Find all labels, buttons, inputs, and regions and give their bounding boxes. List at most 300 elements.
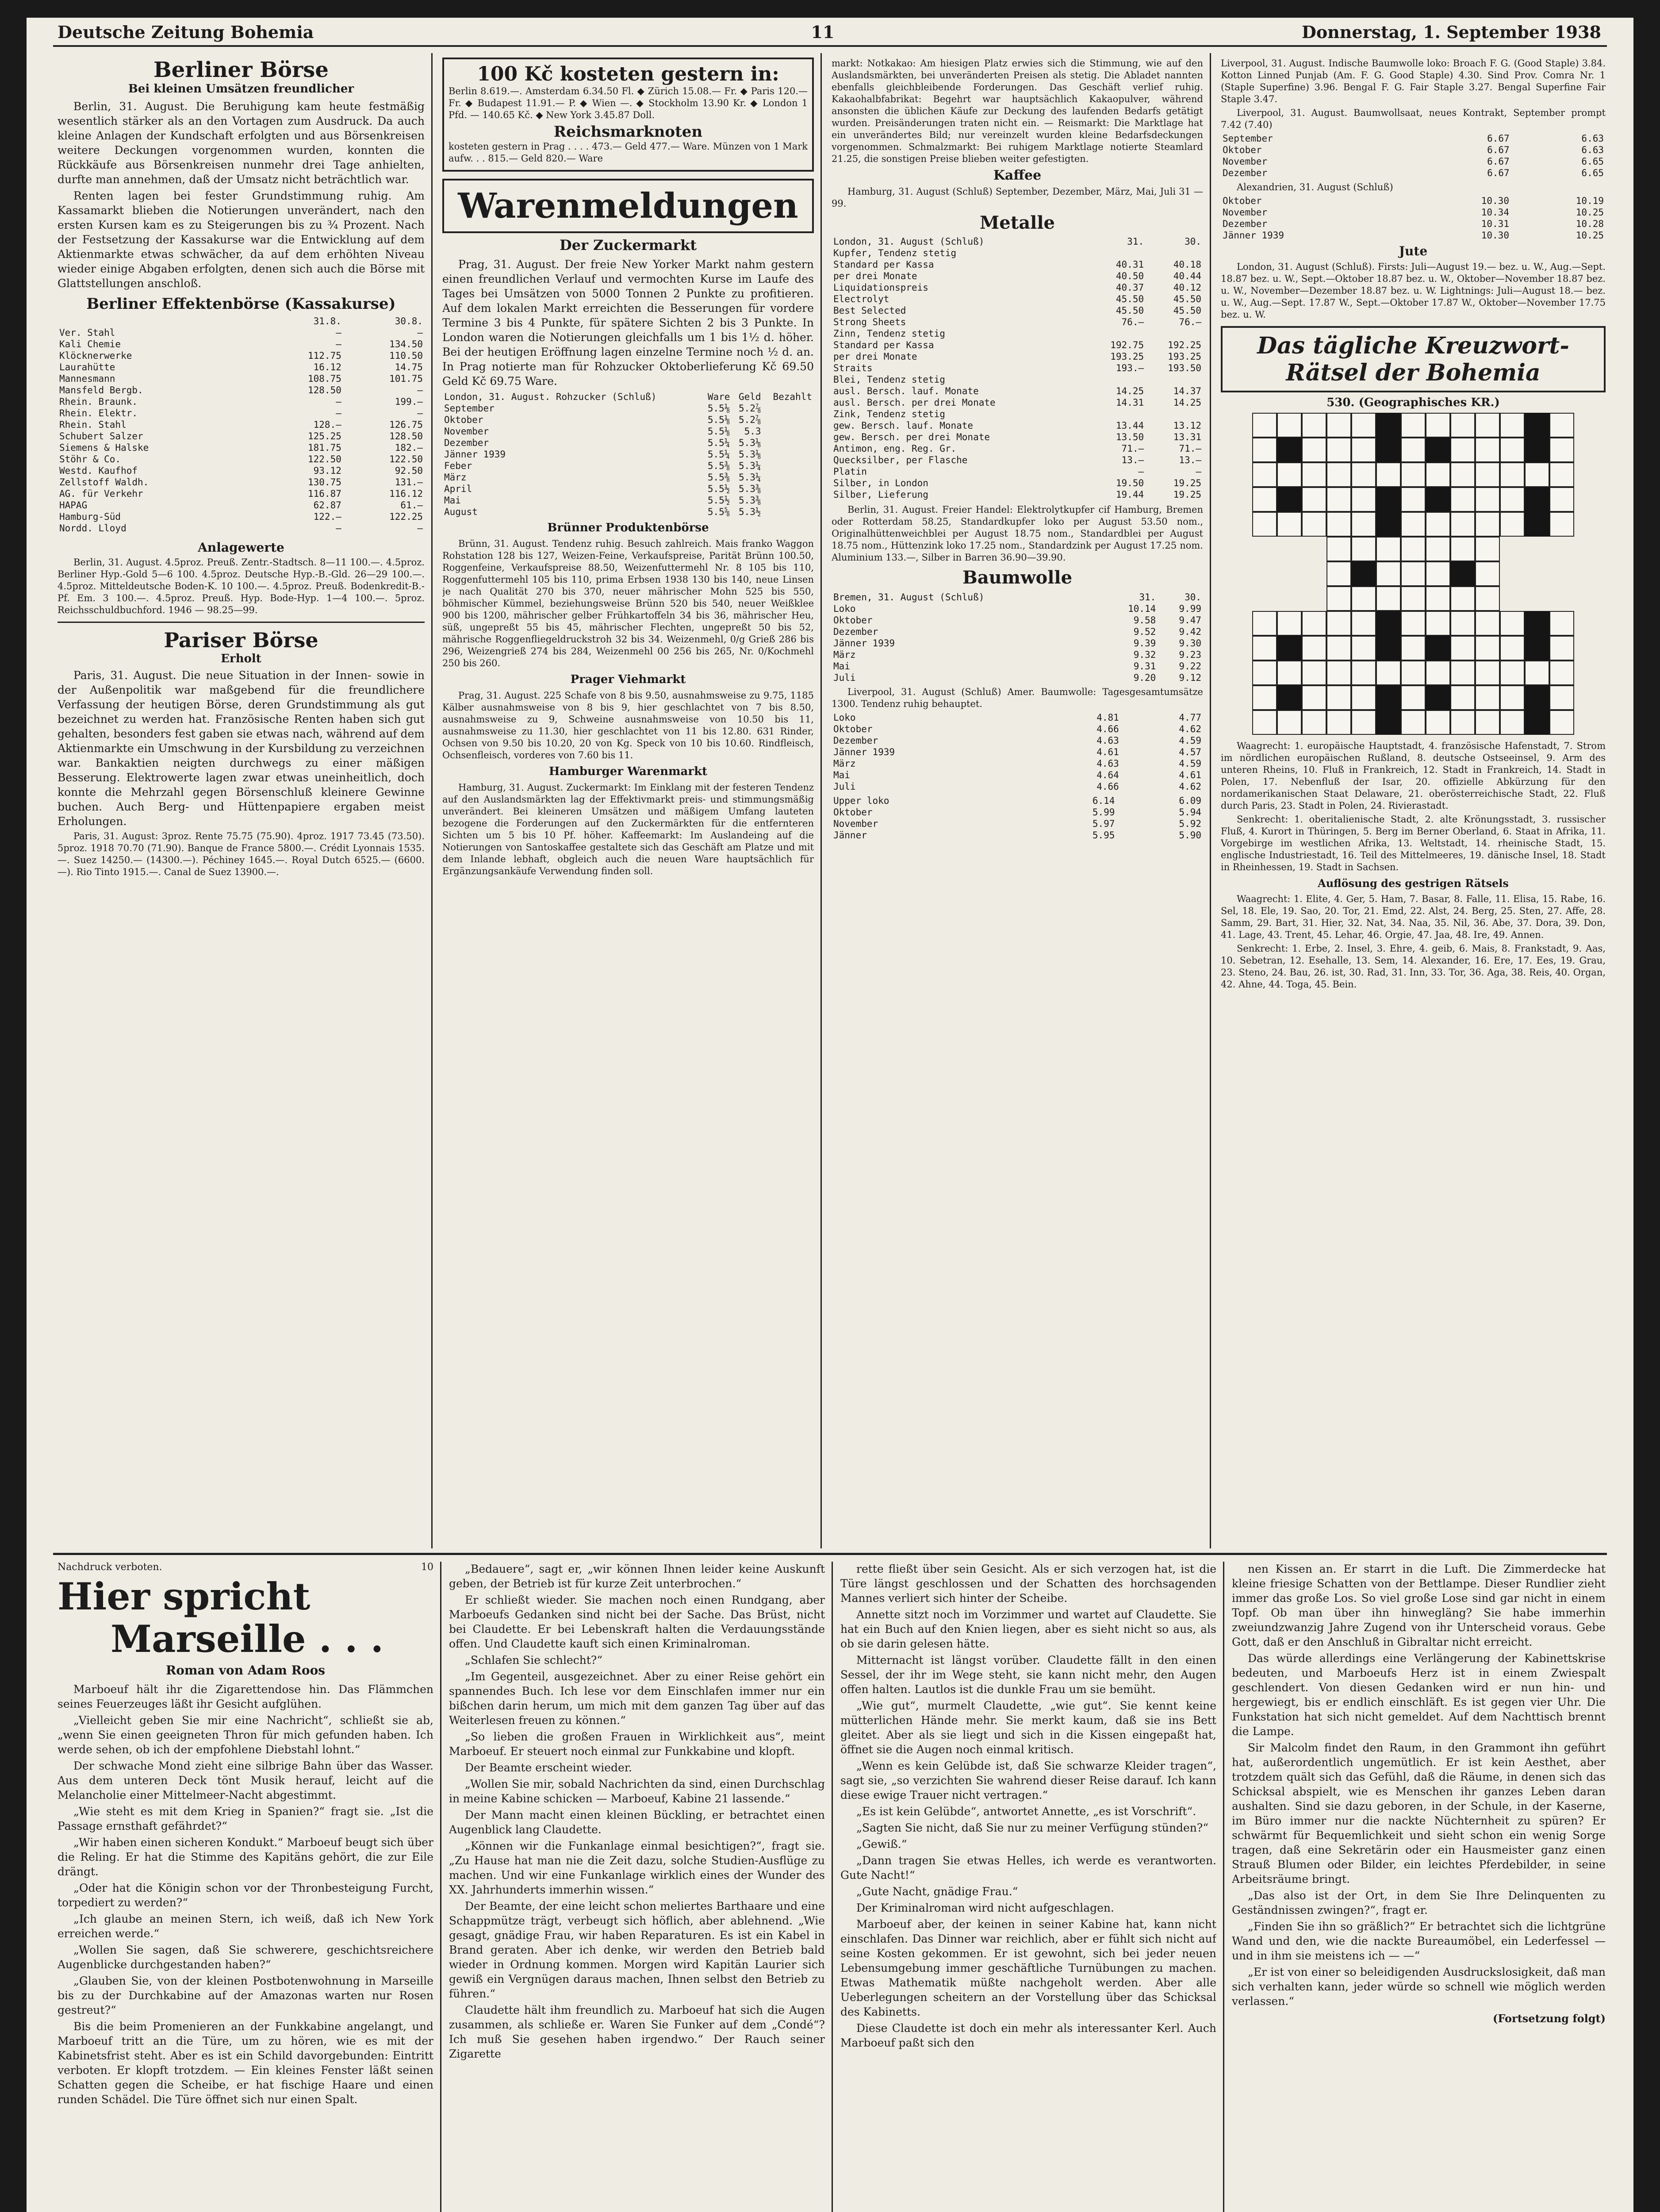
table-cell: Mannesmann xyxy=(59,373,115,384)
novel-paragraph: Der Beamte erscheint wieder. xyxy=(465,1761,633,1774)
crossword-cell[interactable] xyxy=(1426,710,1450,735)
section-rule xyxy=(58,622,425,623)
kurse-text: Berlin 8.619.—. Amsterdam 6.34.50 Fl. ◆ Zürich 15.08.— Fr. ◆ Paris 120.— Fr. ◆ Budapest 11.91.— P. ◆ Wien —. ◆ Stockholm 13.90 Kr. ◆ London 1 Pfd. — 140.65 Kč. ◆ New York 3.45.87 Doll. xyxy=(449,86,808,120)
crossword-cell[interactable] xyxy=(1252,636,1277,661)
novel-paragraph: „So lieben die großen Frauen in Wirklichkeit aus“, meint Marboeuf. Er steuert noch einmal zur Funkkabine und klopft. xyxy=(449,1730,825,1758)
zucker-text: Prag, 31. August. Der freie New Yorker Markt nahm gestern einen freundlichen Verlauf und vermochten Kurse im Laufe des Tages bei Umsätzen von 5000 Tonnen 2 Punkte zu profitieren. Auf dem lokalen Markt erreichten die Besserungen für vordere Termine 3 bis 4 Punkte, für spätere Sichten 2 bis 3 Punkte. In London waren die Notierungen gleichfalls um 1 bis 1½ d. höher. Bei der heutigen Eröffnung lagen einzelne Termine noch ½ d. an. In Prag notierte man für Rohzucker Oktoberlieferung Kč 69.50 Geld Kč 69.75 Ware. xyxy=(442,258,814,388)
table-cell: 5.3⅜ xyxy=(738,495,761,506)
novel-paragraph: Marboeuf hält ihr die Zigarettendose hin. Das Flämmchen seines Feuerzeuges läßt ihr Gesicht aufglühen. xyxy=(58,1683,433,1710)
column-rule xyxy=(1223,1562,1224,2212)
crossword-area xyxy=(1221,413,1606,740)
crossword-cell xyxy=(1302,586,1326,611)
crossword-cell[interactable] xyxy=(1351,611,1376,636)
crossword-cell[interactable] xyxy=(1351,487,1376,512)
crossword-cell[interactable] xyxy=(1500,462,1525,487)
kaffee-title: Kaffee xyxy=(993,168,1042,183)
crossword-cell[interactable] xyxy=(1326,512,1351,537)
table-row xyxy=(832,339,1203,351)
crossword-cell[interactable] xyxy=(1426,611,1450,636)
table-cell xyxy=(763,460,814,472)
table-cell: 10.34 xyxy=(1481,207,1509,218)
crossword-cell xyxy=(1525,537,1549,561)
chapter-number: 10 xyxy=(421,1562,433,1573)
crossword-cell[interactable] xyxy=(1302,512,1326,537)
crossword-cell[interactable] xyxy=(1401,611,1426,636)
crossword-cell[interactable] xyxy=(1426,586,1450,611)
crossword-cell[interactable] xyxy=(1326,586,1351,611)
solution-title: Auflösung des gestrigen Rätsels xyxy=(1318,877,1509,890)
crossword-cell[interactable] xyxy=(1277,611,1302,636)
novel-paragraph: „Können wir die Funkanlage einmal besichtigen?“, fragt sie. „Zu Hause hat man nie die Zeit dazu, solche Studien-Ausflüge zu machen. Und wir eine Funkanlage wirklich eines der Wunder des XX. Jahrhunderts immerhin wissen.“ xyxy=(449,1839,825,1896)
table-row xyxy=(832,420,1203,431)
crossword-cell[interactable] xyxy=(1450,586,1475,611)
table-row xyxy=(442,403,814,414)
crossword-cell[interactable] xyxy=(1252,487,1277,512)
crossword-cell[interactable] xyxy=(1401,512,1426,537)
crossword-cell xyxy=(1277,636,1302,661)
crossword-cell[interactable] xyxy=(1252,661,1277,685)
novel-col-4 xyxy=(1232,1562,1606,2212)
crossword-cell[interactable] xyxy=(1549,710,1574,735)
table-cell: 45.50 xyxy=(1173,305,1201,316)
table-cell: 5.5⅛ xyxy=(707,426,730,437)
agypt-table xyxy=(832,795,1203,841)
crossword-cell[interactable] xyxy=(1475,537,1500,561)
crossword-cell[interactable] xyxy=(1351,413,1376,438)
table-cell: Stöhr & Co. xyxy=(59,454,121,465)
table-cell: 6.67 xyxy=(1487,156,1510,167)
crossword-cell[interactable] xyxy=(1302,661,1326,685)
crossword-cell[interactable] xyxy=(1475,636,1500,661)
crossword-down: Senkrecht: 1. oberitalienische Stadt, 2. alte Krönungsstadt, 3. russischer Fluß, 4. Kurort in Thüringen, 5. Berg im Berner Oberland, 6. Staat in Afrika, 11. Vorgebirge im westlichen Afrika, 13. Weltstadt, 14. rheinische Stadt, 15. englische Industriestadt, 16. Teil des Mittelmeeres, 19. dänische Insel, 18. Stadt in Rheinhessen, 19. Stadt in Sachsen. xyxy=(1221,814,1606,872)
crossword-cell xyxy=(1525,512,1549,537)
table-row xyxy=(442,483,814,495)
table-cell: 9.22 xyxy=(1179,661,1201,672)
table-cell: Mai xyxy=(833,661,850,672)
crossword-cell[interactable] xyxy=(1450,512,1475,537)
crossword-grid xyxy=(1252,413,1574,735)
metalle-title: Metalle xyxy=(980,212,1055,233)
crossword-cell[interactable] xyxy=(1549,636,1574,661)
table-row xyxy=(832,489,1203,500)
berlin-title: Berliner Börse xyxy=(153,58,329,82)
table-cell: 122.50 xyxy=(308,454,341,465)
table-row xyxy=(1221,133,1606,144)
table-header-row xyxy=(58,315,425,327)
crossword-cell[interactable] xyxy=(1475,512,1500,537)
alex-text: Alexandrien, 31. August (Schluß) xyxy=(1237,182,1393,192)
crossword-cell xyxy=(1525,685,1549,710)
crossword-cell[interactable] xyxy=(1277,710,1302,735)
crossword-cell[interactable] xyxy=(1376,462,1401,487)
crossword-cell[interactable] xyxy=(1277,512,1302,537)
crossword-cell[interactable] xyxy=(1252,462,1277,487)
table-cell: 5.5½ xyxy=(707,495,730,506)
crossword-cell[interactable] xyxy=(1475,438,1500,462)
crossword-cell[interactable] xyxy=(1500,413,1525,438)
crossword-cell[interactable] xyxy=(1252,438,1277,462)
table-cell: 13.31 xyxy=(1173,432,1201,442)
table-row xyxy=(832,735,1203,746)
table-cell: 4.59 xyxy=(1179,735,1201,746)
novel-paragraph: „Wie steht es mit dem Krieg in Spanien?“ fragt sie. „Ist die Passage ernsthaft gefährdet?“ xyxy=(58,1805,433,1832)
novel-paragraph: Marboeuf aber, der keinen in seiner Kabine hat, kann nicht einschlafen. Das Dinner war reichlich, aber er fühlt sich nicht auf seine Kosten gekommen. Er ist gewohnt, sich bei jeder neuen Lebensumgebung immer geschäftliche Turnübungen zu machen. Etwas Mathematik müßte nachgeholt werden. Aber alle Ueberlegungen scheitern an der Vorstellung über das Schicksal des Kabinetts. xyxy=(840,1918,1216,2018)
metalle-column xyxy=(832,58,1203,1544)
crossword-cell[interactable] xyxy=(1475,487,1500,512)
liverpool-table xyxy=(832,712,1203,792)
novel-paragraph: „Wollen Sie mir, sobald Nachrichten da sind, einen Durchschlag in meine Kabine schicken — Marboeuf, Kabine 21 lassende.“ xyxy=(449,1778,825,1805)
crossword-cell[interactable] xyxy=(1549,685,1574,710)
table-cell: 5.5⅜ xyxy=(707,472,730,483)
table-cell: 4.63 xyxy=(1096,758,1119,769)
crossword-cell[interactable] xyxy=(1302,611,1326,636)
column-rule xyxy=(832,1562,833,2212)
table-cell: 4.61 xyxy=(1179,770,1201,780)
table-row xyxy=(832,746,1203,758)
crossword-cell[interactable] xyxy=(1549,611,1574,636)
table-row xyxy=(832,259,1203,270)
crossword-cell[interactable] xyxy=(1500,685,1525,710)
crossword-cell[interactable] xyxy=(1351,586,1376,611)
crossword-cell[interactable] xyxy=(1450,438,1475,462)
novel-paragraph: „Bedauere“, sagt er, „wir können Ihnen leider keine Auskunft geben, der Betrieb ist für kurze Zeit unterbrochen.“ xyxy=(449,1563,825,1590)
table-cell xyxy=(763,495,814,506)
table-row xyxy=(442,460,814,472)
table-cell: 10.28 xyxy=(1576,219,1604,229)
crossword-cell xyxy=(1500,586,1525,611)
crossword-cell[interactable] xyxy=(1252,685,1277,710)
jute-text: London, 31. August (Schluß). Firsts: Juli—August 19.— bez. u. W., Aug.—Sept. 18.87 bez. u. W., Sept.—Oktober 18.87 bez. u. W., Oktober—November 18.87 bez. u. W., November—Dezember 18.87 bez. u. W. Lightnings: Juli—August 18.— bez. u. W., Aug.—Sept. 17.87 W., Sept.—Oktober 17.87 W., Oktober—November 17.75 bez. u. W. xyxy=(1221,261,1606,320)
table-cell: 9.23 xyxy=(1179,649,1201,660)
crossword-cell[interactable] xyxy=(1376,586,1401,611)
crossword-cell[interactable] xyxy=(1426,561,1450,586)
table-cell: 6.67 xyxy=(1487,168,1510,178)
table-cell: ausl. Bersch. per drei Monate xyxy=(833,397,996,408)
crossword-cell[interactable] xyxy=(1549,413,1574,438)
table-cell: März xyxy=(833,649,856,660)
crossword-cell[interactable] xyxy=(1351,685,1376,710)
table-cell: 9.47 xyxy=(1179,615,1201,626)
table-cell: November xyxy=(1223,207,1268,218)
novel-paragraph: Der Kriminalroman wird nicht aufgeschlagen. xyxy=(856,1901,1114,1914)
table-cell: 5.92 xyxy=(1179,818,1201,829)
table-cell: gew. Bersch. lauf. Monate xyxy=(833,420,974,431)
table-cell: 128.50 xyxy=(389,431,423,442)
table-cell: Westd. Kaufhof xyxy=(59,465,138,476)
crossword-cell[interactable] xyxy=(1475,413,1500,438)
crossword-cell[interactable] xyxy=(1351,462,1376,487)
crossword-cell[interactable] xyxy=(1252,710,1277,735)
crossword-cell[interactable] xyxy=(1326,561,1351,586)
table-cell: 199.— xyxy=(395,396,423,407)
crossword-cell[interactable] xyxy=(1475,661,1500,685)
paper-name: Deutsche Zeitung Bohemia xyxy=(58,22,314,42)
issue-date: Donnerstag, 1. September 1938 xyxy=(1301,22,1601,42)
crossword-cell[interactable] xyxy=(1326,685,1351,710)
crossword-cell[interactable] xyxy=(1475,586,1500,611)
table-cell: 61.— xyxy=(400,500,423,511)
crossword-cell[interactable] xyxy=(1426,537,1450,561)
crossword-cell[interactable] xyxy=(1525,661,1549,685)
paris-quotes: Paris, 31. August: 3proz. Rente 75.75 (75.90). 4proz. 1917 73.45 (73.50). 5proz. 1918 70.70 (71.90). Banque de France 5800.—. Crédit Lyonnais 1535.—. Suez 14250.— (14300.—). Péchiney 1645.—. Royal Dutch 6525.— (6600.—). Rio Tinto 1915.—. Canal de Suez 13900.—. xyxy=(58,831,425,877)
london-sugar-table xyxy=(442,391,814,518)
table-cell: Jänner 1939 xyxy=(833,747,895,757)
crossword-cell xyxy=(1252,586,1277,611)
crossword-cell[interactable] xyxy=(1376,537,1401,561)
table-cell: 4.59 xyxy=(1179,758,1201,769)
table-cell: Rhein. Braunk. xyxy=(59,396,138,407)
table-cell: 10.30 xyxy=(1481,230,1509,241)
table-cell: 9.12 xyxy=(1179,672,1201,683)
crossword-cell[interactable] xyxy=(1401,487,1426,512)
crossword-cell[interactable] xyxy=(1525,462,1549,487)
crossword-cell[interactable] xyxy=(1450,710,1475,735)
crossword-cell[interactable] xyxy=(1500,636,1525,661)
crossword-cell[interactable] xyxy=(1302,685,1326,710)
crossword-cell[interactable] xyxy=(1351,512,1376,537)
crossword-cell[interactable] xyxy=(1450,661,1475,685)
table-header: Bezahlt xyxy=(773,392,812,402)
crossword-cell[interactable] xyxy=(1351,438,1376,462)
column-rule-3 xyxy=(1210,53,1211,1548)
table-cell: 5.95 xyxy=(1092,830,1115,841)
novel-paragraph: Mitternacht ist längst vorüber. Claudette fällt in den einen Sessel, der ihr im Wege steht, sie kann nicht mehr, den Augen offen halten. Lautlos ist die dunkle Frau um sie bemüht. xyxy=(840,1654,1216,1696)
table-cell: Oktober xyxy=(1223,196,1262,206)
table-cell: 122.50 xyxy=(389,454,423,465)
novel-paragraph: Das würde allerdings eine Verlängerung der Kabinettskrise bedeuten, und Marboeufs Herz ist in einem Zwiespalt geschlendert. Von diesen Gedanken wird er nun hin- und hergewiegt, bis er endlich einschläft. Es ist gegen vier Uhr. Die Funkstation hat sich nicht gemeldet. Auf dem Nachttisch brennt die Lampe. xyxy=(1232,1652,1606,1738)
table-cell: 6.63 xyxy=(1581,145,1604,155)
table-header-row xyxy=(832,591,1203,603)
crossword-cell[interactable] xyxy=(1549,512,1574,537)
column-rule-1 xyxy=(431,53,433,1548)
table-cell: Dezember xyxy=(833,626,878,637)
crossword-cell[interactable] xyxy=(1475,561,1500,586)
table-cell: 4.61 xyxy=(1096,747,1119,757)
table-cell: 92.50 xyxy=(395,465,423,476)
table-cell: 5.5⅝ xyxy=(707,507,730,517)
crossword-cell[interactable] xyxy=(1351,710,1376,735)
crossword-cell[interactable] xyxy=(1500,611,1525,636)
table-cell: 192.75 xyxy=(1110,340,1144,350)
table-cell: 6.09 xyxy=(1179,795,1201,806)
table-cell: 193.50 xyxy=(1168,363,1201,373)
table-cell: AG. für Verkehr xyxy=(59,488,143,499)
table-cell: 5.5⅛ xyxy=(707,403,730,414)
crossword-cell[interactable] xyxy=(1401,685,1426,710)
crossword-cell[interactable] xyxy=(1302,462,1326,487)
crossword-cell[interactable] xyxy=(1426,462,1450,487)
table-cell xyxy=(763,414,814,426)
table-cell xyxy=(1088,374,1146,385)
table-row xyxy=(58,361,425,373)
crossword-cell[interactable] xyxy=(1450,413,1475,438)
crossword-cell[interactable] xyxy=(1302,413,1326,438)
table-cell: 5.3¼ xyxy=(738,472,761,483)
table-cell: 116.87 xyxy=(308,488,341,499)
table-row xyxy=(58,350,425,361)
crossword-number: 530. (Geographisches KR.) xyxy=(1326,396,1500,409)
crossword-cell[interactable] xyxy=(1326,661,1351,685)
crossword-cell[interactable] xyxy=(1475,685,1500,710)
crossword-cell[interactable] xyxy=(1450,462,1475,487)
crossword-cell[interactable] xyxy=(1450,487,1475,512)
table-cell: 9.58 xyxy=(1133,615,1156,626)
crossword-cell[interactable] xyxy=(1326,413,1351,438)
novel-paragraph: Bis die beim Promenieren an der Funkkabine angelangt, und Marboeuf tritt an die Türe, um zu hören, wie es mit der Kabinetsfrist steht. Aber es ist ein Schild davorgebunden: Eintritt verboten. Er klopft trotzdem. — Ein kleines Fenster läßt seinen Schatten gegen die Scheibe, er hat fischige Haare und einen runden Schädel. Die Türe öffnet sich nur einen Spalt. xyxy=(58,2020,433,2106)
crossword-cell xyxy=(1302,537,1326,561)
crossword-cell[interactable] xyxy=(1326,462,1351,487)
table-header-row xyxy=(832,236,1203,247)
table-row xyxy=(832,374,1203,385)
table-cell: 10.19 xyxy=(1576,196,1604,206)
table-cell: 4.66 xyxy=(1096,781,1119,792)
reichsmark-text: kosteten gestern in Prag . . . . 473.— Geld 477.— Ware. Münzen von 1 Mark aufw. . . 815.— Geld 820.— Ware xyxy=(449,141,808,164)
table-cell: Oktober xyxy=(1223,145,1262,155)
crossword-cell[interactable] xyxy=(1277,661,1302,685)
crossword-cell[interactable] xyxy=(1401,413,1426,438)
bruenn-title: Brünner Produktenbörse xyxy=(547,521,709,534)
novel-paragraph: „Sagten Sie nicht, daß Sie nur zu meiner Verfügung stünden?“ xyxy=(856,1821,1209,1834)
table-row xyxy=(58,499,425,511)
table-cell: Dezember xyxy=(1223,168,1268,178)
table-header: Ware xyxy=(707,392,730,402)
crossword-cell[interactable] xyxy=(1475,462,1500,487)
crossword-cell xyxy=(1277,586,1302,611)
crossword-cell[interactable] xyxy=(1450,611,1475,636)
right-column xyxy=(1221,58,1606,1544)
table-cell: 40.18 xyxy=(1173,259,1201,270)
crossword-cell[interactable] xyxy=(1426,512,1450,537)
crossword-cell[interactable] xyxy=(1450,685,1475,710)
crossword-cell[interactable] xyxy=(1252,611,1277,636)
novel-title: Hier spricht xyxy=(58,1575,311,1618)
crossword-cell[interactable] xyxy=(1351,661,1376,685)
crossword-cell[interactable] xyxy=(1401,537,1426,561)
table-cell: 131.— xyxy=(395,477,423,488)
novel-paragraph: Diese Claudette ist doch ein mehr als interessanter Kerl. Auch Marboeuf paßt sich den xyxy=(840,2022,1216,2049)
crossword-cell[interactable] xyxy=(1549,661,1574,685)
table-cell: Standard per Kassa xyxy=(833,340,934,350)
table-cell: Kupfer, Tendenz stetig xyxy=(833,248,957,258)
table-cell: 10.25 xyxy=(1576,230,1604,241)
crossword-cell[interactable] xyxy=(1326,537,1351,561)
crossword-cell xyxy=(1376,710,1401,735)
table-cell: — xyxy=(417,408,423,419)
crossword-cell[interactable] xyxy=(1326,710,1351,735)
table-cell: 71.— xyxy=(1121,443,1144,454)
table-row xyxy=(58,373,425,384)
crossword-cell xyxy=(1376,438,1401,462)
crossword-cell[interactable] xyxy=(1326,487,1351,512)
table-cell: 10.25 xyxy=(1576,207,1604,218)
crossword-cell[interactable] xyxy=(1401,636,1426,661)
table-cell: 45.50 xyxy=(1173,294,1201,304)
crossword-cell[interactable] xyxy=(1549,487,1574,512)
kaffee-text: Hamburg, 31. August (Schluß) September, Dezember, März, Mai, Juli 31 — 99. xyxy=(832,186,1203,209)
crossword-cell[interactable] xyxy=(1500,512,1525,537)
table-cell: Silber, Lieferung xyxy=(833,489,928,500)
crossword-cell[interactable] xyxy=(1401,710,1426,735)
crossword-cell[interactable] xyxy=(1376,561,1401,586)
crossword-cell[interactable] xyxy=(1549,438,1574,462)
table-cell: 5.97 xyxy=(1092,818,1115,829)
table-row xyxy=(58,476,425,488)
table-cell: Feber xyxy=(444,461,472,471)
crossword-cell[interactable] xyxy=(1475,710,1500,735)
crossword-cell[interactable] xyxy=(1426,413,1450,438)
table-cell xyxy=(1146,374,1203,385)
hamburg-text: Hamburg, 31. August. Zuckermarkt: Im Einklang mit der festeren Tendenz auf den Auslandsmärkten lag der Effektivmarkt preis- und stimmungsmäßig unverändert. Bei kleineren Umsätzen und mäßigem Umfang lauteten bezogene die Forderungen auf den Zuckermärkten für die entfernteren Sichten um 5 bis 10 Pf. höher. Kaffeemarkt: Im Auslandeing auf die Notierungen von Santoskaffee gestaltete sich das Geschäft am Platze und mit dem Inlande lebhaft, obgleich auch die neuen Ware hauptsächlich für Ergänzungsankäufe Verwendung finden soll. xyxy=(442,782,814,876)
crossword-cell[interactable] xyxy=(1549,462,1574,487)
table-row xyxy=(832,443,1203,454)
table-row xyxy=(58,430,425,442)
paris-title: Pariser Börse xyxy=(164,628,318,652)
crossword-cell[interactable] xyxy=(1351,636,1376,661)
crossword-cell[interactable] xyxy=(1500,438,1525,462)
crossword-cell[interactable] xyxy=(1302,438,1326,462)
table-cell: — xyxy=(417,327,423,338)
novel-paragraph: rette fließt über sein Gesicht. Als er sich verzogen hat, ist die Türe längst geschlossen und der Schatten des horchsagenden Mannes verliert sich hinter der Scheibe. xyxy=(840,1563,1216,1605)
crossword-cell[interactable] xyxy=(1450,537,1475,561)
crossword-cell[interactable] xyxy=(1302,636,1326,661)
crossword-cell[interactable] xyxy=(1302,710,1326,735)
crossword-cell[interactable] xyxy=(1401,586,1426,611)
crossword-cell[interactable] xyxy=(1426,661,1450,685)
crossword-cell[interactable] xyxy=(1277,462,1302,487)
table-cell: 4.62 xyxy=(1179,781,1201,792)
crossword-cell[interactable] xyxy=(1302,487,1326,512)
crossword-cell[interactable] xyxy=(1450,636,1475,661)
berlin-metal-text: Berlin, 31. August. Freier Handel: Elektrolytkupfer cif Hamburg, Bremen oder Rotterdam 58.25, Standardkupfer loko per August 53.50 nom., Originalhüttenweichblei per August 18.75 nom., Standardblei per August 18.75 nom., Hüttenzink loko 17.25 nom., Standardzink per August 17.25 nom. Aluminium 133.—, Silber in Barren 36.90—39.90. xyxy=(832,504,1203,563)
table-cell: 6.65 xyxy=(1581,168,1604,178)
table-cell xyxy=(763,506,814,518)
crossword-cell[interactable] xyxy=(1376,661,1401,685)
table-cell: März xyxy=(833,758,856,769)
crossword-cell[interactable] xyxy=(1252,413,1277,438)
crossword-cell[interactable] xyxy=(1475,611,1500,636)
crossword-cell[interactable] xyxy=(1500,487,1525,512)
novel-paragraph: „Schlafen Sie schlecht?“ xyxy=(465,1654,603,1667)
table-cell: 4.63 xyxy=(1096,735,1119,746)
effekten-table xyxy=(58,315,425,534)
crossword-cell[interactable] xyxy=(1500,710,1525,735)
crossword-cell[interactable] xyxy=(1277,413,1302,438)
crossword-cell[interactable] xyxy=(1326,611,1351,636)
novel-paragraph: „Finden Sie ihn so gräßlich?“ Er betrachtet sich die lichtgrüne Wand und den, wie die nackte Bureaumöbel, ein Lederfessel — und in ihm sie meistens ich — —“ xyxy=(1232,1920,1606,1962)
crossword-cell[interactable] xyxy=(1326,636,1351,661)
table-cell: Jänner 1939 xyxy=(833,638,895,649)
table-cell: Upper loko xyxy=(833,795,889,806)
table-cell: 13.12 xyxy=(1173,420,1201,431)
table-row xyxy=(1221,156,1606,167)
crossword-cell[interactable] xyxy=(1401,661,1426,685)
crossword-cell xyxy=(1500,561,1525,586)
table-cell: Oktober xyxy=(444,415,483,425)
crossword-cell[interactable] xyxy=(1401,561,1426,586)
crossword-cell[interactable] xyxy=(1351,537,1376,561)
crossword-cell[interactable] xyxy=(1401,438,1426,462)
vieh-text: Prag, 31. August. 225 Schafe von 8 bis 9.50, ausnahmsweise zu 9.75, 1185 Kälber ausnahmsweise von 8 bis 9, hier geschlachtet von 7 bis 8.50, ausnahmsweise zu 9, Schweine ausnahmsweise von 10.50 bis 11, ausnahmsweise zu 11.30, hier geschlachtet von 11 bis 12.80. 631 Rinder, Ochsen von 9.50 bis 10.20, 20 von Kg. Speck von 10 bis 10.60. Rindfleisch, Ochsenfleisch, vorderes von 7.60 bis 11. xyxy=(442,690,814,760)
crossword-cell[interactable] xyxy=(1326,438,1351,462)
table-cell: Loko xyxy=(833,712,856,723)
table-cell: 9.39 xyxy=(1133,638,1156,649)
table-cell: 10.14 xyxy=(1128,603,1156,614)
crossword-cell[interactable] xyxy=(1401,462,1426,487)
crossword-cell[interactable] xyxy=(1252,512,1277,537)
table-cell: 6.63 xyxy=(1581,133,1604,144)
crossword-cell[interactable] xyxy=(1500,661,1525,685)
table-row xyxy=(832,397,1203,408)
